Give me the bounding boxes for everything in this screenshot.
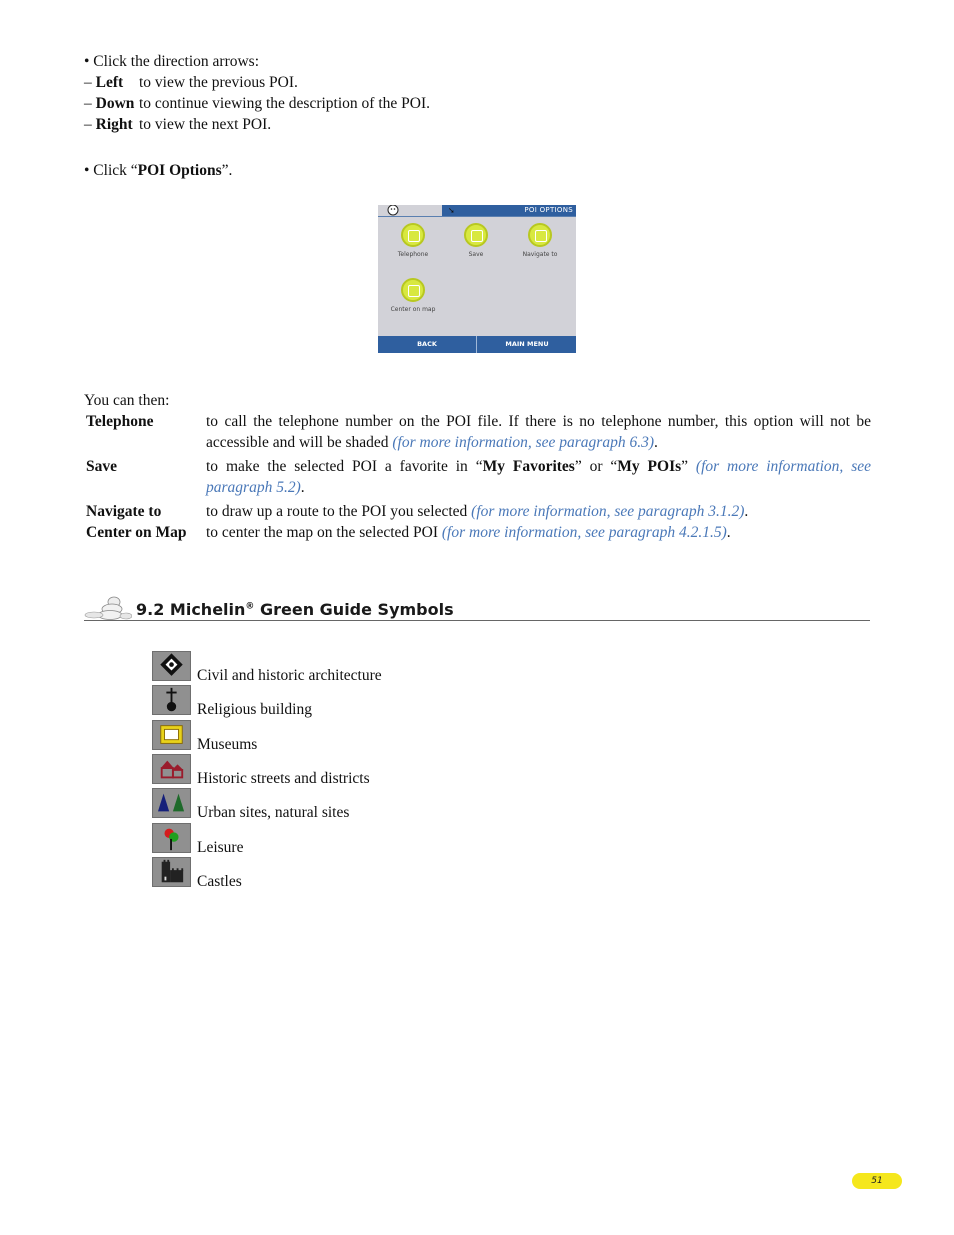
definition-term: Save <box>86 458 117 475</box>
arrow-key-right: Right <box>95 116 133 133</box>
reference-link[interactable]: (for more information, see paragraph 6.3) <box>392 434 654 451</box>
arrow-key-left: Left <box>95 74 124 91</box>
option-navigate-to[interactable]: Navigate to <box>510 223 570 258</box>
save-icon <box>464 223 488 247</box>
poi-options-screenshot <box>378 205 576 353</box>
symbol-item <box>152 754 552 788</box>
arrow-left-line: – Left to view the previous POI. <box>84 74 298 91</box>
religious-building-icon <box>152 685 191 715</box>
definition-term: Telephone <box>86 413 154 430</box>
back-button[interactable]: BACK <box>378 336 477 353</box>
historic-streets-icon <box>152 754 191 784</box>
page-number-badge: 51 <box>852 1173 902 1189</box>
direction-arrow-icon: ➘ <box>448 206 455 215</box>
option-center-on-map[interactable]: Center on map <box>383 278 443 313</box>
symbol-item <box>152 823 552 857</box>
arrow-right-line: – Right to view the next POI. <box>84 116 272 133</box>
reference-link[interactable]: (for more information, see paragraph 4.2.1.5) <box>441 524 727 541</box>
reference-link[interactable]: (for more information, see paragraph 3.1.2) <box>471 503 745 520</box>
arrow-desc: to view the next POI. <box>139 116 272 133</box>
symbol-label: Religious building <box>197 701 312 718</box>
symbol-item <box>152 788 552 822</box>
direction-arrows-list <box>84 51 430 135</box>
symbol-item <box>152 857 552 891</box>
symbol-label: Civil and historic architecture <box>197 667 382 684</box>
section-title: 9.2 Michelin® Green Guide Symbols <box>136 600 454 619</box>
definition-row: Navigate to to draw up a route to the POI you selected (for more information, see paragraph 3.1.2). <box>86 503 749 520</box>
definition-row: Center on Map to center the map on the selected POI (for more information, see paragraph 4.2.1.5). <box>86 524 731 541</box>
definition-row: Telephone to call the telephone number on the POI file. If there is no telephone number, this option will not be accessible and will be shaded (for more information, see paragraph 6.3). <box>86 413 871 451</box>
symbol-label: Castles <box>197 873 242 890</box>
definition-term: Center on Map <box>86 524 187 541</box>
arrow-key-down: Down <box>95 95 135 112</box>
option-save[interactable]: Save <box>446 223 506 258</box>
definition-term: Navigate to <box>86 503 162 520</box>
urban-natural-sites-icon <box>152 788 191 818</box>
symbol-label: Urban sites, natural sites <box>197 804 350 821</box>
you-can-then-text: You can then: <box>84 392 170 409</box>
options-definition-table <box>84 411 871 543</box>
civil-architecture-icon <box>152 651 191 681</box>
arrow-desc: to view the previous POI. <box>139 74 298 91</box>
symbol-item <box>152 651 552 685</box>
castle-icon <box>152 857 191 887</box>
option-telephone[interactable]: Telephone <box>383 223 443 258</box>
symbol-label: Museums <box>197 736 258 753</box>
symbol-item <box>152 720 552 754</box>
section-heading <box>84 592 870 621</box>
center-map-icon <box>401 278 425 302</box>
navigate-icon <box>528 223 552 247</box>
arrow-down-line: – Down to continue viewing the description of the POI. <box>84 95 430 112</box>
symbol-label: Historic streets and districts <box>197 770 370 787</box>
michelin-man-icon <box>84 594 132 620</box>
poi-options-instruction: • Click “POI Options”. <box>84 162 233 179</box>
definition-row: Save to make the selected POI a favorite in “My Favorites” or “My POIs” (for more information, see paragraph 5.2). <box>86 458 871 496</box>
symbol-label: Leisure <box>197 839 244 856</box>
museum-icon <box>152 720 191 750</box>
reference-link[interactable]: (for more information, see paragraph 5.2) <box>206 458 871 496</box>
leisure-icon <box>152 823 191 853</box>
bullet-line: • Click the direction arrows: <box>84 53 260 70</box>
telephone-icon <box>401 223 425 247</box>
screen-title: POI OPTIONS <box>524 206 573 214</box>
symbol-item <box>152 685 552 719</box>
main-menu-button[interactable]: MAIN MENU <box>505 340 549 348</box>
arrow-desc: to continue viewing the description of the POI. <box>139 95 430 112</box>
